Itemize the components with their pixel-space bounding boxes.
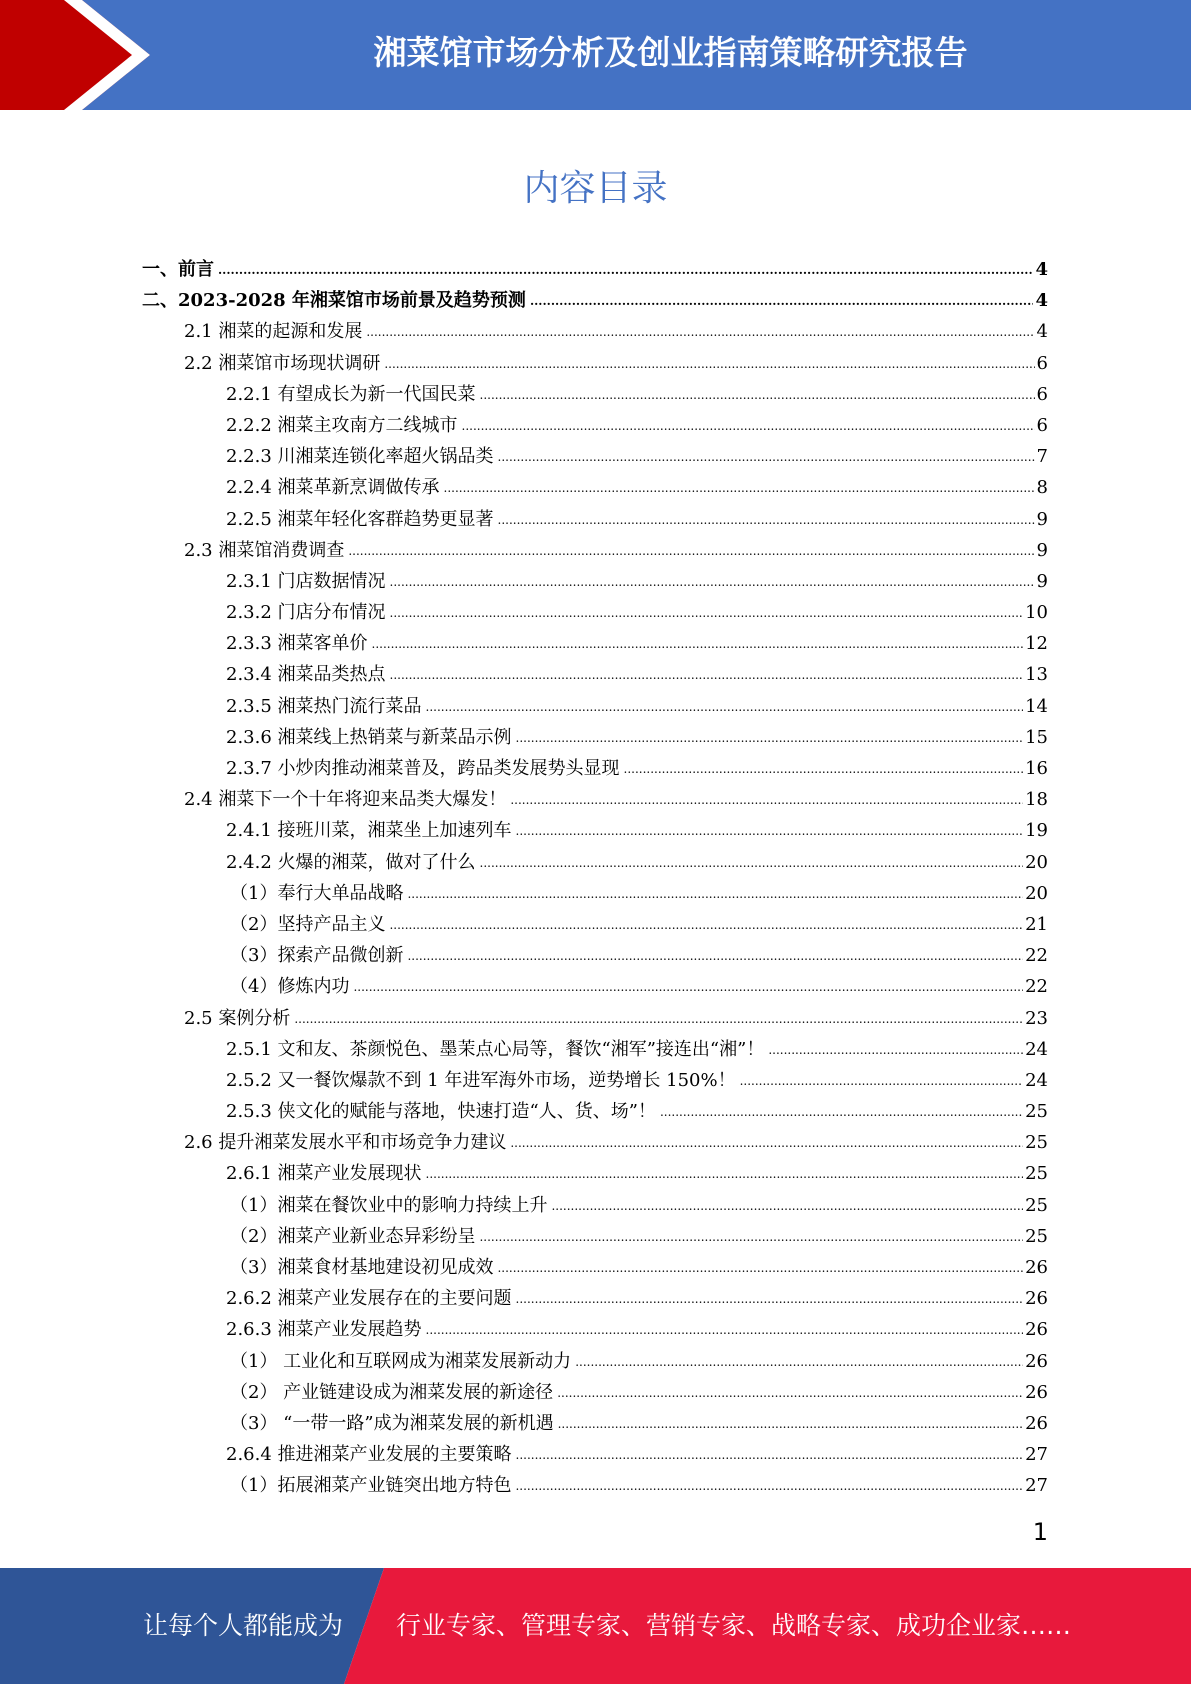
toc-entry-page: 24 xyxy=(1025,1069,1048,1091)
toc-entry[interactable] xyxy=(142,254,1048,285)
toc-dot-leader xyxy=(353,972,1023,1003)
toc-dot-leader xyxy=(624,754,1024,785)
toc-dot-leader xyxy=(516,723,1024,754)
toc-entry[interactable] xyxy=(142,1252,1048,1283)
toc-dot-leader xyxy=(294,1004,1023,1035)
toc-entry-page: 25 xyxy=(1025,1101,1048,1123)
toc-entry[interactable] xyxy=(142,1283,1048,1314)
toc-entry-label: （1） 工业化和互联网成为湘菜发展新动力 xyxy=(230,1350,572,1372)
toc-entry[interactable] xyxy=(142,285,1048,316)
toc-entry-page: 4 xyxy=(1035,259,1048,280)
toc-entry[interactable] xyxy=(142,878,1048,909)
toc-entry-label: 2.3.3 湘菜客单价 xyxy=(226,633,368,655)
toc-entry-page: 24 xyxy=(1025,1038,1048,1060)
toc-entry-label: 2.6.4 推进湘菜产业发展的主要策略 xyxy=(226,1444,512,1466)
toc-entry[interactable] xyxy=(142,1158,1048,1189)
toc-entry-page: 26 xyxy=(1025,1288,1048,1310)
toc-entry-page: 22 xyxy=(1025,945,1048,967)
toc-entry-page: 16 xyxy=(1025,758,1048,779)
toc-dot-leader xyxy=(480,848,1024,879)
toc-entry-page: 26 xyxy=(1025,1381,1048,1403)
toc-entry[interactable] xyxy=(142,1190,1048,1221)
toc-entry-page: 26 xyxy=(1025,1257,1048,1278)
toc-entry-page: 4 xyxy=(1036,321,1048,343)
toc-entry[interactable] xyxy=(142,1439,1048,1470)
toc-entry-label: （2）坚持产品主义 xyxy=(230,913,386,935)
toc-entry-page: 4 xyxy=(1035,290,1048,312)
toc-dot-leader xyxy=(557,1378,1023,1409)
toc-dot-leader xyxy=(426,1315,1024,1346)
toc-entry-label: 2.6 提升湘菜发展水平和市场竞争力建议 xyxy=(184,1132,507,1154)
toc-entry-page: 26 xyxy=(1025,1412,1048,1434)
toc-entry-page: 9 xyxy=(1036,570,1048,592)
toc-entry-label: （3） “一带一路”成为湘菜发展的新机遇 xyxy=(230,1412,554,1434)
toc-entry-page: 9 xyxy=(1036,539,1048,561)
toc-dot-leader xyxy=(515,1471,1023,1502)
toc-entry-label: 2.5.1 文和友、茶颜悦色、墨茉点心局等，餐饮“湘军”接连出“湘”！ xyxy=(226,1038,765,1060)
toc-entry[interactable] xyxy=(142,971,1048,1002)
toc-dot-leader xyxy=(366,317,1034,348)
toc-entry-label: 2.3.2 门店分布情况 xyxy=(226,602,386,624)
toc-entry[interactable] xyxy=(142,441,1048,472)
toc-dot-leader xyxy=(558,1409,1024,1440)
toc-dot-leader xyxy=(390,598,1024,629)
toc-dot-leader xyxy=(462,411,1035,442)
toc-entry[interactable] xyxy=(142,504,1048,535)
toc-entry-page: 25 xyxy=(1025,1225,1048,1247)
toc-entry-label: 2.5 案例分析 xyxy=(184,1007,291,1029)
toc-entry-page: 12 xyxy=(1025,633,1048,655)
toc-entry-label: 2.4.1 接班川菜，湘菜坐上加速列车 xyxy=(226,820,512,842)
toc-entry-page: 6 xyxy=(1036,414,1048,436)
toc-entry-label: 2.6.2 湘菜产业发展存在的主要问题 xyxy=(226,1288,512,1310)
toc-entry-page: 23 xyxy=(1025,1007,1048,1029)
toc-dot-leader xyxy=(516,1284,1024,1315)
toc-entry[interactable] xyxy=(142,1221,1048,1252)
toc-entry-label: 2.3.7 小炒肉推动湘菜普及，跨品类发展势头显现 xyxy=(226,758,620,779)
toc-entry-label: （2）湘菜产业新业态异彩纷呈 xyxy=(230,1225,476,1247)
toc-entry-label: 2.4.2 火爆的湘菜，做对了什么 xyxy=(226,851,476,873)
toc-entry[interactable] xyxy=(142,691,1048,722)
toc-entry-label: 2.2.4 湘菜革新烹调做传承 xyxy=(226,477,440,499)
report-title: 湘菜馆市场分析及创业指南策略研究报告 xyxy=(373,33,968,72)
toc-entry-label: 2.2 湘菜馆市场现状调研 xyxy=(184,352,381,374)
toc-entry[interactable] xyxy=(142,1470,1048,1501)
toc-dot-leader xyxy=(575,1347,1023,1378)
toc-entry-label: （4）修炼内功 xyxy=(230,976,350,998)
footer-slogan-left: 让每个人都能成为 xyxy=(143,1611,344,1640)
toc-dot-leader xyxy=(444,473,1035,504)
toc-entry[interactable] xyxy=(142,659,1048,690)
toc-dot-leader xyxy=(498,442,1035,473)
toc-heading: 内容目录 xyxy=(523,168,668,209)
toc-dot-leader xyxy=(479,1222,1023,1253)
toc-entry-label: 2.2.3 川湘菜连锁化率超火锅品类 xyxy=(226,446,494,468)
toc-entry-label: 2.3 湘菜馆消费调查 xyxy=(184,539,345,561)
toc-dot-leader xyxy=(348,536,1034,567)
toc-entry-page: 19 xyxy=(1025,820,1048,842)
toc-entry-label: 2.4 湘菜下一个十年将迎来品类大爆发！ xyxy=(184,789,507,811)
toc-entry-page: 22 xyxy=(1025,976,1048,998)
toc-entry-page: 14 xyxy=(1025,695,1048,717)
toc-entry[interactable] xyxy=(142,1127,1048,1158)
toc-dot-leader xyxy=(407,941,1023,972)
toc-entry-label: （3）湘菜食材基地建设初见成效 xyxy=(230,1257,494,1278)
toc-entry-label: 2.2.5 湘菜年轻化客群趋势更显著 xyxy=(226,508,494,530)
toc-dot-leader xyxy=(390,660,1024,691)
header-banner xyxy=(0,0,1191,110)
toc-entry[interactable] xyxy=(142,722,1048,753)
toc-entry[interactable] xyxy=(142,1065,1048,1096)
toc-entry-label: 2.6.3 湘菜产业发展趋势 xyxy=(226,1319,422,1341)
toc-entry-page: 8 xyxy=(1036,477,1048,499)
toc-entry-page: 7 xyxy=(1036,446,1048,468)
toc-entry[interactable] xyxy=(142,753,1048,784)
toc-entry-label: 2.3.5 湘菜热门流行菜品 xyxy=(226,695,422,717)
toc-entry[interactable] xyxy=(142,379,1048,410)
toc-entry-label: 2.5.2 又一餐饮爆款不到 1 年进军海外市场，逆势增长 150%！ xyxy=(226,1069,736,1091)
toc-dot-leader xyxy=(407,879,1023,910)
toc-entry[interactable] xyxy=(142,847,1048,878)
toc-entry-label: 2.6.1 湘菜产业发展现状 xyxy=(226,1163,422,1185)
toc-entry-page: 13 xyxy=(1025,664,1048,686)
toc-entry-label: （3）探索产品微创新 xyxy=(230,945,404,967)
toc-entry-page: 25 xyxy=(1025,1194,1048,1216)
toc-entry[interactable] xyxy=(142,784,1048,815)
toc-dot-leader xyxy=(551,1191,1023,1222)
toc-entry-label: 2.2.1 有望成长为新一代国民菜 xyxy=(226,383,476,405)
toc-entry-label: 2.1 湘菜的起源和发展 xyxy=(184,321,363,343)
toc-entry-label: 一、前言 xyxy=(142,259,214,280)
toc-dot-leader xyxy=(390,567,1035,598)
toc-entry-page: 15 xyxy=(1025,726,1048,748)
toc-entry[interactable] xyxy=(142,1003,1048,1034)
toc-dot-leader xyxy=(516,816,1024,847)
toc-entry-label: （1）湘菜在餐饮业中的影响力持续上升 xyxy=(230,1194,548,1216)
toc-dot-leader xyxy=(516,1440,1024,1471)
toc-entry-label: 二、2023-2028 年湘菜馆市场前景及趋势预测 xyxy=(142,290,526,312)
toc-entry-page: 25 xyxy=(1025,1163,1048,1185)
footer-banner xyxy=(0,1568,1191,1684)
toc-entry-label: 2.3.6 湘菜线上热销菜与新菜品示例 xyxy=(226,726,512,748)
toc-entry-page: 6 xyxy=(1036,352,1048,374)
toc-entry-page: 26 xyxy=(1025,1350,1048,1372)
toc-entry[interactable] xyxy=(142,1314,1048,1345)
toc-entry[interactable] xyxy=(142,1034,1048,1065)
toc-entry[interactable] xyxy=(142,815,1048,846)
toc-dot-leader xyxy=(510,785,1023,816)
toc-dot-leader xyxy=(497,1253,1023,1284)
toc-dot-leader xyxy=(510,1128,1023,1159)
page-number: 1 xyxy=(1032,1518,1048,1546)
toc-dot-leader xyxy=(389,910,1023,941)
toc-entry-page: 18 xyxy=(1025,789,1048,811)
toc-entry[interactable] xyxy=(142,348,1048,379)
toc-entry[interactable] xyxy=(142,410,1048,441)
toc-dot-leader xyxy=(384,349,1034,380)
toc-entry-page: 20 xyxy=(1025,882,1048,904)
toc-entry[interactable] xyxy=(142,1096,1048,1127)
toc-entry[interactable] xyxy=(142,628,1048,659)
toc-entry[interactable] xyxy=(142,472,1048,503)
toc-entry-page: 10 xyxy=(1025,602,1048,624)
toc-entry[interactable] xyxy=(142,597,1048,628)
toc-entry-page: 27 xyxy=(1025,1475,1048,1497)
toc-dot-leader xyxy=(740,1066,1023,1097)
toc-entry-page: 26 xyxy=(1025,1319,1048,1341)
toc-dot-leader xyxy=(426,1159,1024,1190)
toc-dot-leader xyxy=(530,286,1034,317)
toc-entry-page: 25 xyxy=(1025,1132,1048,1154)
toc-entry[interactable] xyxy=(142,1377,1048,1408)
toc-dot-leader xyxy=(498,505,1035,536)
toc-entry[interactable] xyxy=(142,909,1048,940)
toc-entry-label: （1）拓展湘菜产业链突出地方特色 xyxy=(230,1475,512,1497)
toc-entry-label: 2.3.4 湘菜品类热点 xyxy=(226,664,386,686)
toc-entry[interactable] xyxy=(142,535,1048,566)
toc-dot-leader xyxy=(372,629,1024,660)
toc-entry[interactable] xyxy=(142,316,1048,347)
toc-entry-page: 27 xyxy=(1025,1444,1048,1466)
toc-entry-label: （1）奉行大单品战略 xyxy=(230,882,404,904)
toc-entry-page: 20 xyxy=(1025,851,1048,873)
toc-dot-leader xyxy=(768,1035,1023,1066)
table-of-contents xyxy=(142,254,1048,1502)
toc-entry-label: 2.2.2 湘菜主攻南方二线城市 xyxy=(226,414,458,436)
toc-entry[interactable] xyxy=(142,940,1048,971)
toc-entry-page: 21 xyxy=(1025,913,1048,935)
toc-entry[interactable] xyxy=(142,566,1048,597)
toc-entry-label: 2.5.3 侠文化的赋能与落地，快速打造“人、货、场”！ xyxy=(226,1101,656,1123)
toc-dot-leader xyxy=(480,380,1035,411)
toc-entry-label: （2） 产业链建设成为湘菜发展的新途径 xyxy=(230,1381,554,1403)
toc-entry-label: 2.3.1 门店数据情况 xyxy=(226,570,386,592)
toc-entry-page: 6 xyxy=(1036,383,1048,405)
toc-dot-leader xyxy=(426,692,1024,723)
toc-entry-page: 9 xyxy=(1036,508,1048,530)
toc-entry[interactable] xyxy=(142,1408,1048,1439)
toc-dot-leader xyxy=(660,1097,1023,1128)
toc-dot-leader xyxy=(218,255,1033,286)
footer-slogan-right: 行业专家、管理专家、营销专家、战略专家、成功企业家…… xyxy=(396,1611,1072,1640)
toc-entry[interactable] xyxy=(142,1346,1048,1377)
chevron-logo-icon xyxy=(0,0,150,110)
